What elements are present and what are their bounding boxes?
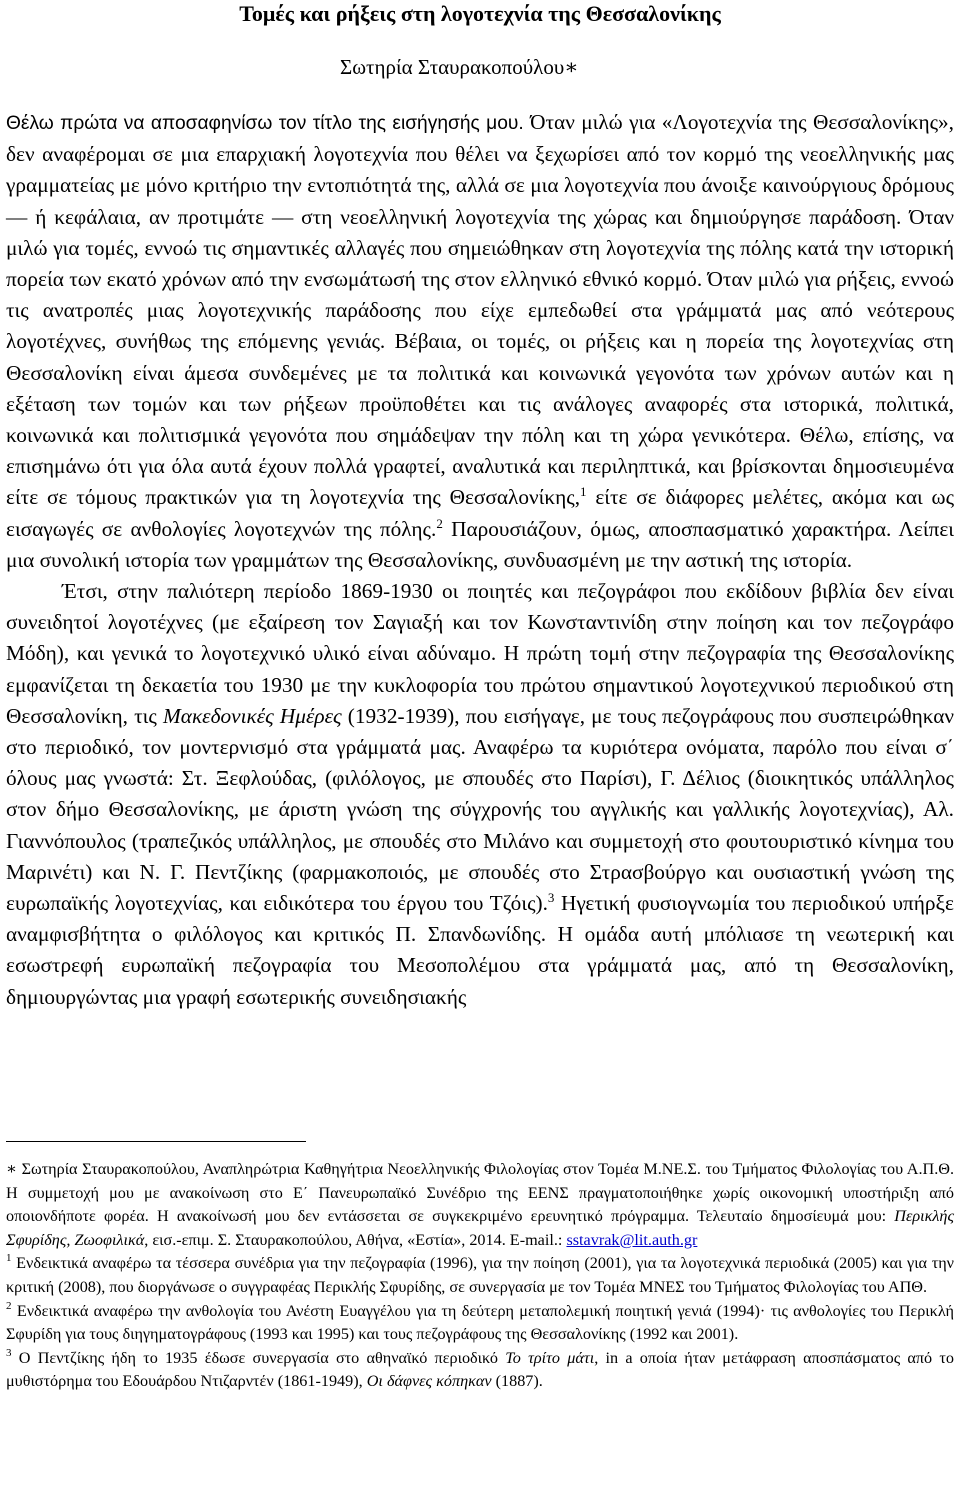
footnote-3 bbox=[6, 1347, 954, 1394]
footnote-2-text: Ενδεικτικά αναφέρω την ανθολογία του Ανέστη Ευαγγέλου για τη δεύτερη μεταπολεμική ποιητική γενιά (1994)· τις ανθολογίες του Περικλή Σφυρίδη για τους διηγηματογράφους (1993 και 1995) και τους πεζογράφους της Θεσσαλονίκης (1992 και 2001). bbox=[6, 1301, 954, 1344]
footnotes bbox=[6, 1158, 954, 1394]
paragraph-1-text-b: Βέβαια, οι τομές, οι ρήξεις και η πορεία της λογοτεχνίας στη Θεσσαλονίκη είναι άμεσα συνδεμένες με τα πολιτικά και κοινωνικά γεγονότα των χρόνων αυτών και η εξέταση των τομών και των ρήξεων προϋποθέτει και τις ανάλογες αναφορές στα ιστορικά, πολιτικά, κοινωνικά και πολιτισμικά γεγονότα που σημάδεψαν την πόλη και τη χώρα γενικότερα. Θέλω, επίσης, να επισημάνω ότι για όλα αυτά έχουν πολλά γραφτεί, αναλυτικά και περιληπτικά, και βρίσκονται δημοσιευμένα είτε σε τόμους πρακτικών για τη λογοτεχνία της Θεσσαλονίκης, bbox=[6, 329, 955, 510]
footnote-author bbox=[6, 1158, 954, 1252]
footnote-3-text-c: (1887). bbox=[495, 1372, 543, 1391]
author-footnote-mark[interactable]: ∗ bbox=[564, 55, 579, 79]
footnote-3-journal-title: Το τρίτο μάτι bbox=[505, 1348, 595, 1367]
footnote-ref-2[interactable]: 2 bbox=[436, 515, 443, 531]
paragraph-1 bbox=[6, 107, 954, 576]
footnote-author-book-title: Περικλής Σφυρίδης, Ζωοφιλικά bbox=[6, 1207, 955, 1249]
footnote-1-number: 1 bbox=[6, 1252, 12, 1265]
footnote-author-mark: ∗ bbox=[6, 1160, 18, 1178]
footnote-3-novel-title: Οι δάφνες κόπηκαν bbox=[366, 1372, 492, 1391]
paper-title: Τομές και ρήξεις στη λογοτεχνία της Θεσσαλονίκης bbox=[239, 1, 721, 26]
body-text bbox=[6, 107, 954, 1013]
paragraph-1-text-c: είτε σε διάφορες μελέτες, ακόμα και ως εισαγωγές σε ανθολογίες λογοτεχνών της πόλης. bbox=[6, 485, 954, 541]
paragraph-2-text-b: (1932-1939), που εισήγαγε, με τους πεζογράφους που συσπειρώθηκαν στο περιοδικό, τον μοντερνισμό στα γράμματά μας. Αναφέρω τα κυριότερα ονόματα, παρόλο που είναι σ΄ όλους μας γνωστά: Στ. Ξεφλούδας, (φιλόλογος, με σπουδές στο Παρίσι), Γ. Δέλιος (διοικητικός υπάλληλος στον δήμο Θεσσαλονίκης, με άριστη γνώση της σύγχρονής του αγγλικής και γαλλικής λογοτεχνίας), Αλ. Γιαννόπουλος (τραπεζικός υπάλληλος, με σπουδές στο Μιλάνο και συμμετοχή στο φουτουριστικό κίνημα του Μαρινέτι) και Ν. Γ. Πεντζίκης (φαρμακοποιός, με σπουδές στο Στρασβούργο και ουσιαστική γνώση της ευρωπαϊκής λογοτεχνίας, και ειδικότερα του έργου του Τζόις). bbox=[6, 703, 955, 916]
paragraph-1-opening: Θέλω πρώτα να αποσαφηνίσω τον τίτλο της εισήγησής μου. bbox=[6, 113, 524, 134]
paragraph-1-text-a: Όταν μιλώ για «Λογοτεχνία της Θεσσαλονίκης», δεν αναφέρομαι σε μια επαρχιακή λογοτεχνία που θέλει να ξεχωρίσει από τον κορμό της νεοελληνικής μας γραμματείας με μόνο κριτήριο την εντοπιότητά της, αλλά σε μια λογοτεχνία που άνοιξε καινούργιους δρόμους — ή κεφάλαια, αν προτιμάτε — στη νεοελληνική λογοτεχνία της χώρας και δημιούργησε παράδοση. Όταν μιλώ για τομές, εννοώ τις σημαντικές αλλαγές που σημειώθηκαν στη λογοτεχνία της πόλης κατά την ιστορική πορεία των εκατό χρόνων από την ενσωμάτωσή της στον ελληνικό εθνικό κορμό. Όταν μιλώ για ρήξεις, εννοώ τις ανατροπές μιας λογοτεχνικής παράδοσης που είχε εμπεδωθεί στα γράμματά μας από νεότερους λογοτέχνες, συνήθως της επόμενης γενιάς. bbox=[6, 110, 954, 354]
footnote-author-text-a: Σωτηρία Σταυρακοπούλου, Αναπληρώτρια Καθηγήτρια Νεοελληνικής Φιλολογίας στον Τομέα Μ.ΝΕ.Σ. του Τμήματος Φιλολογίας του Α.Π.Θ. Η συμμετοχή μου με ανακοίνωση στο Ε΄ Πανευρωπαϊκό Συνέδριο της ΕΕΝΣ πραγματοποιήθηκε χωρίς οικονομική υποστήριξη από οποιονδήποτε φορέα. Η ανακοίνωσή μου δεν εντάσσεται σε συγκεκριμένο ερευνητικό πρόγραμμα. Τελευταίο δημοσίευμά μου: bbox=[6, 1160, 955, 1226]
paragraph-2-text-c: Ηγετική φυσιογνωμία του περιοδικού υπήρξε αναμφισβήτητα ο φιλόλογος και κριτικός Π. Σπανδωνίδης. Η ομάδα αυτή μπόλιασε τη νεωτερική και εσωστρεφή ευρωπαϊκή πεζογραφία του Μεσοπολέμου στα γράμματά μας, από τη Θεσσαλονίκη, δημιουργώντας μια γραφή εσωτερικής συνειδησιακής bbox=[6, 891, 954, 1009]
footnote-1-text: Ενδεικτικά αναφέρω τα τέσσερα συνέδρια για την πεζογραφία (1996), για την ποίηση (2001), για τα λογοτεχνικά περιοδικά (2005) και για την κριτική (2008), που διοργάνωσε ο συγγραφέας Περικλής Σφυρίδης, σε συνεργασία με τον Τομέα ΜΝΕΣ του Τμήματος Φιλολογίας του ΑΠΘ. bbox=[6, 1254, 954, 1296]
footnote-ref-3[interactable]: 3 bbox=[547, 890, 555, 906]
footnote-2-number: 2 bbox=[6, 1299, 12, 1312]
paragraph-2-text-a: Έτσι, στην παλιότερη περίοδο 1869-1930 οι ποιητές και πεζογράφοι που εκδίδουν βιβλία δεν είναι συνειδητοί λογοτέχνες (με εξαίρεση τον Σαγιαξή και τον Κωνσταντινίδη στην ποίηση και τον πεζογράφο Μόδη), και γενικά το λογοτεχνικό υλικό είναι αδύναμο. Η πρώτη τομή στην πεζογραφία της Θεσσαλονίκης εμφανίζεται τη δεκαετία του 1930 με την κυκλοφορία του πρώτου σημαντικού λογοτεχνικού περιοδικού στη Θεσσαλονίκη, τις bbox=[6, 579, 954, 728]
footnote-1 bbox=[6, 1252, 954, 1299]
footnote-separator bbox=[6, 1141, 306, 1142]
footnote-3-text-a: Ο Πεντζίκης ήδη το 1935 έδωσε συνεργασία στο αθηναϊκό περιοδικό bbox=[18, 1348, 498, 1367]
author-name: Σωτηρία Σταυρακοπούλου bbox=[340, 55, 565, 79]
author-email-link[interactable]: sstavrak@lit.auth.gr bbox=[566, 1230, 698, 1249]
footnote-author-text-b: , εισ.-επιμ. Σ. Σταυρακοπούλου, Αθήνα, «Εστία», 2014. E-mail.: bbox=[144, 1230, 563, 1249]
journal-title: Μακεδονικές Ημέρες bbox=[163, 703, 342, 728]
author-line bbox=[340, 53, 579, 81]
paragraph-1-text-d: Παρουσιάζουν, όμως, αποσπασματικό χαρακτήρα. Λείπει μια συνολική ιστορία των γραμμάτων της Θεσσαλονίκης, συνδυασμένη με την αστική της ιστορία. bbox=[6, 516, 954, 572]
paragraph-2 bbox=[6, 576, 954, 1013]
footnote-2 bbox=[6, 1300, 954, 1347]
footnote-ref-1[interactable]: 1 bbox=[580, 484, 587, 500]
footnote-3-text-b: , in a οποία ήταν μετάφραση αποσπάσματος από το μυθιστόρημα του Εδουάρδου Ντιζαρντέν (1861-1949), bbox=[6, 1348, 955, 1391]
footnote-3-number: 3 bbox=[6, 1346, 12, 1359]
